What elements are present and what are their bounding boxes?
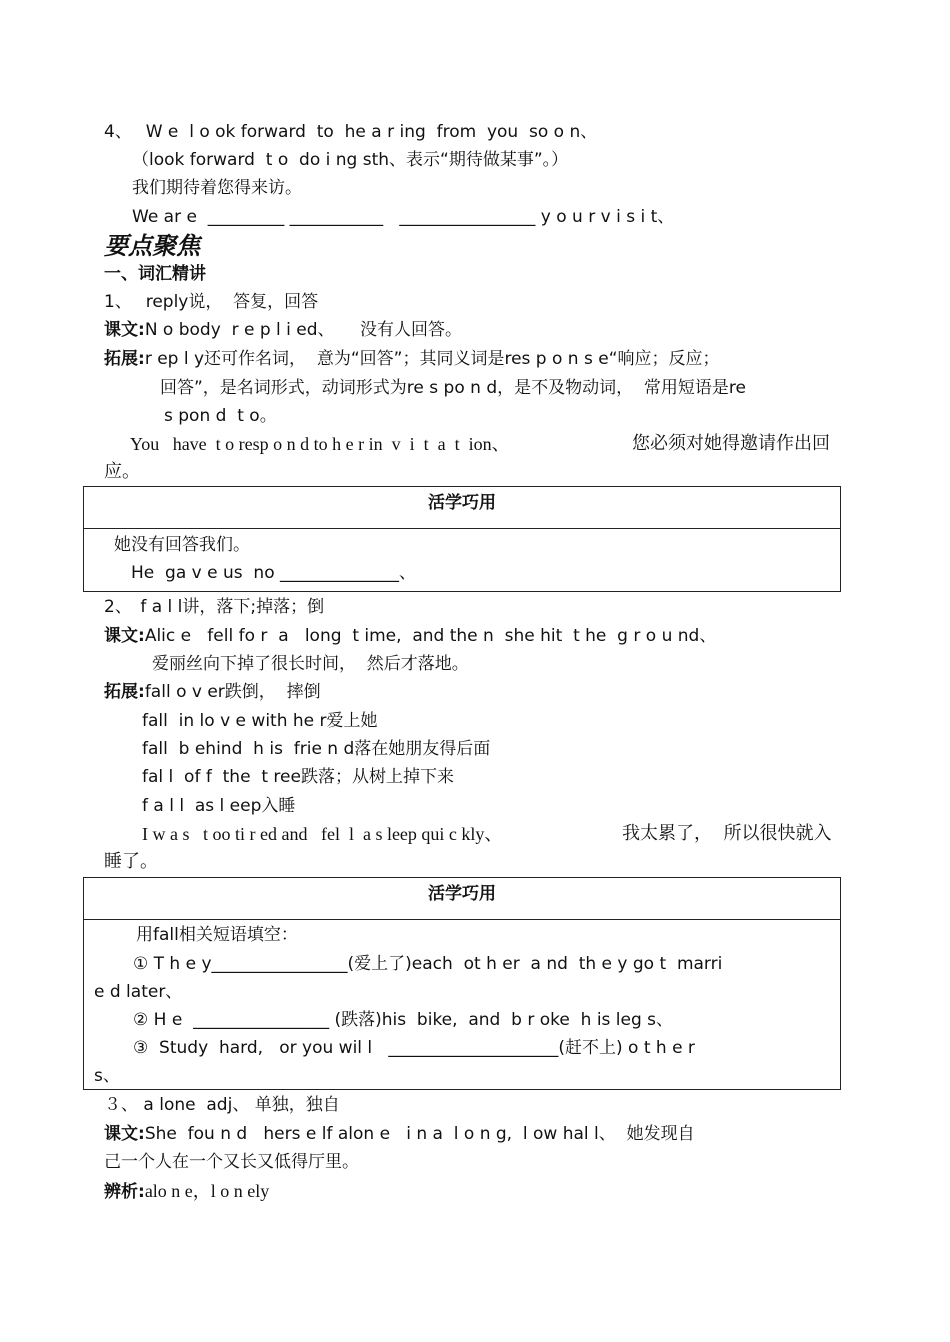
practice-box-2-q2: ② H e ________________ (跌落)his bike, and b r oke h is leg s、 <box>133 1010 674 1030</box>
practice-box-2-title: 活学巧用 <box>84 878 840 920</box>
reply-ext-line1: r ep l y还可作名词， 意为“回答”；其同义词是res p o n s e“响应；反应； <box>144 349 720 369</box>
reply-head: 1、 reply说， 答复，回答 <box>104 292 319 312</box>
reply-ext-row <box>104 348 720 370</box>
fall-ext-line1: fall o v er跌倒， 摔倒 <box>144 682 321 702</box>
practice-box-1-title: 活学巧用 <box>84 487 840 529</box>
reply-text-row <box>104 319 462 341</box>
practice-box-2-q1b: e d later、 <box>94 982 183 1002</box>
reply-ext-line2: 回答”，是名词形式，动词形式为re s po n d，是不及物动词， 常用短语是re <box>160 378 746 398</box>
fall-text-content: Alic e fell fo r a long t ime, and the n she hit t he g r o u nd、 <box>144 626 717 646</box>
fall-phrase-3: fal l of f the t ree跌落；从树上掉下来 <box>142 767 454 787</box>
fall-text-row <box>104 625 716 647</box>
practice-box-1-line1: 她没有回答我们。 <box>114 535 250 555</box>
practice-box-1 <box>83 486 841 592</box>
reply-example-cn2: 应。 <box>104 461 140 482</box>
fall-text-cn: 爱丽丝向下掉了很长时间， 然后才落地。 <box>152 654 469 674</box>
fall-ext-label: 拓展: <box>104 682 145 702</box>
reply-text-label: 课文: <box>104 320 145 340</box>
reply-ext-line3: s pon d t o。 <box>164 406 277 426</box>
fall-example-cn: 我太累了， 所以很快就入 <box>622 823 832 844</box>
subsection-title: 一、词汇精讲 <box>104 264 206 284</box>
fall-example-cn2: 睡了。 <box>104 851 158 872</box>
practice-box-2-q3b: s、 <box>94 1066 120 1086</box>
section-title: 要点聚焦 <box>104 231 200 260</box>
alone-analysis-label: 辨析: <box>104 1182 145 1202</box>
fall-phrase-4: f a l l as l eep入睡 <box>142 796 296 816</box>
fall-text-label: 课文: <box>104 626 145 646</box>
practice-box-2 <box>83 877 841 1090</box>
item4-title: 4、 W e l o ok forward to he a r ing from you so o n、 <box>104 122 598 142</box>
alone-head: ３、 a lone adj、 单独，独自 <box>104 1095 340 1115</box>
reply-example-en: You have t o resp o n d to h e r in v i t a t ion、 <box>130 434 510 454</box>
practice-box-2-instruction: 用fall相关短语填空： <box>136 925 298 945</box>
alone-text-cn: 己一个人在一个又长又低得厅里。 <box>104 1152 359 1172</box>
reply-ext-label: 拓展: <box>104 349 145 369</box>
alone-analysis-content: alo n e，l o n ely <box>144 1181 270 1201</box>
fall-phrase-1: fall in lo v e with he r爱上她 <box>142 711 378 731</box>
fall-head: 2、 f a l l讲，落下;掉落；倒 <box>104 597 325 617</box>
fall-phrase-2: fall b ehind h is frie n d落在她朋友得后面 <box>142 739 491 759</box>
alone-text-label: 课文: <box>104 1124 145 1144</box>
item4-note: （look forward t o do i ng sth、表示“期待做某事”。） <box>132 150 569 170</box>
reply-text-content: N o body r e p l i ed、 没有人回答。 <box>144 320 463 340</box>
fall-ext-row <box>104 681 321 703</box>
fall-example-en: I w a s t oo ti r ed and fel l a s leep qui c kly、 <box>142 824 503 844</box>
practice-box-2-q1a: ① T h e y________________(爱上了)each ot h er a nd th e y go t marri <box>133 954 723 974</box>
practice-box-2-q3a: ③ Study hard, or you wil l ____________________(赶不上) o t h e r <box>133 1038 695 1058</box>
practice-box-1-line2: He ga v e us no ______________、 <box>131 563 417 583</box>
item4-exercise: We ar e _________ ___________ ________________ y o u r v i s i t、 <box>132 207 675 227</box>
alone-text-content: She fou n d hers e lf alon e i n a l o n g, l ow hal l、 她发现自 <box>144 1124 695 1144</box>
alone-analysis-row <box>104 1180 269 1203</box>
reply-example-cn: 您必须对她得邀请作出回 <box>632 433 830 454</box>
item4-translation: 我们期待着您得来访。 <box>132 178 302 198</box>
alone-text-row <box>104 1123 695 1145</box>
